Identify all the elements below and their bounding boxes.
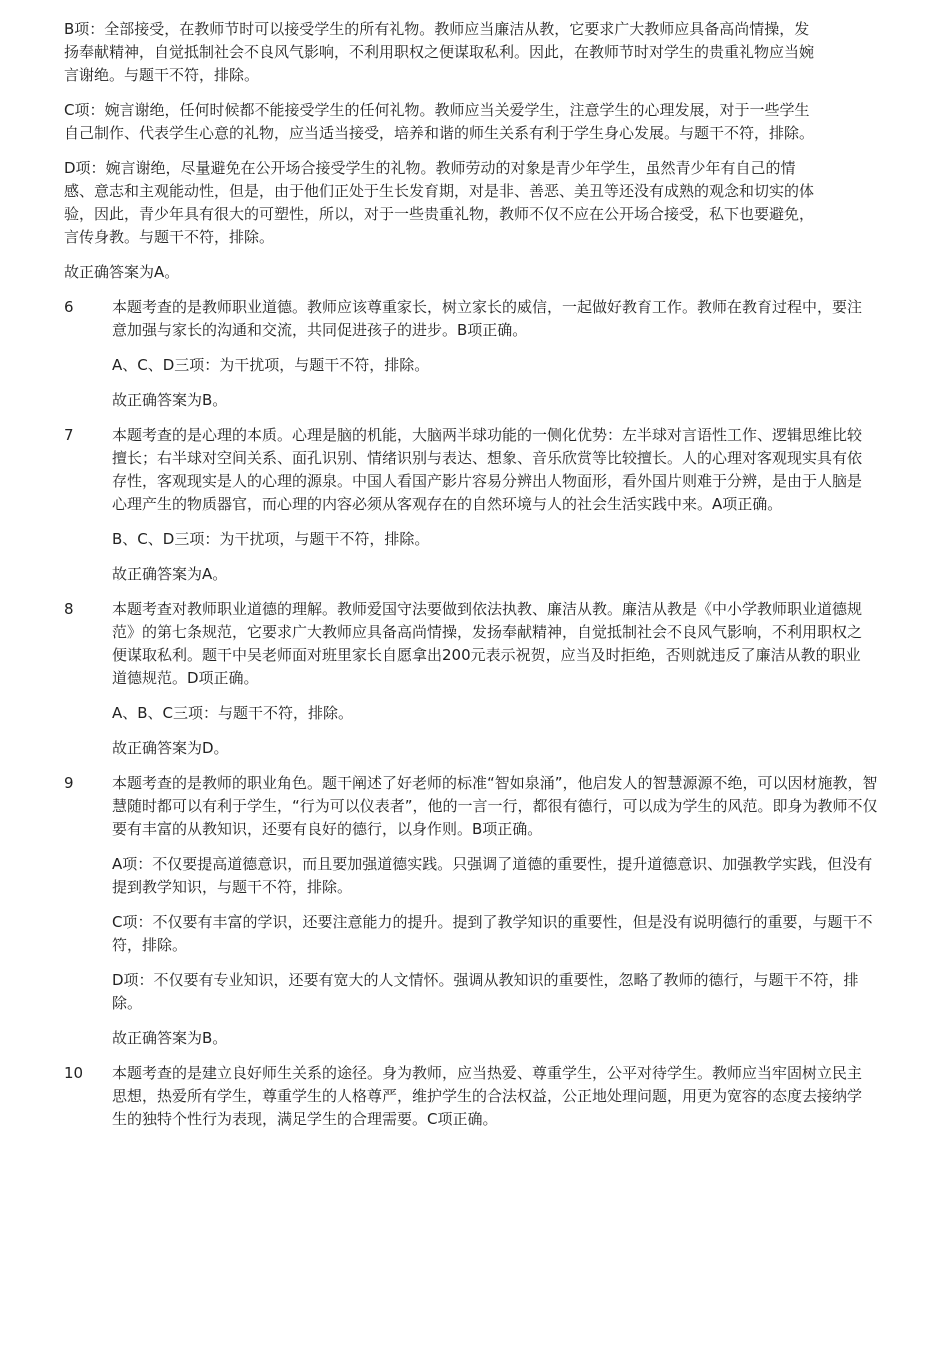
question-explanation: 本题考查的是教师职业道德。教师应该尊重家长，树立家长的威信，一起做好教育工作。教师在教育过程中，要注意加强与家长的沟通和交流，共同促进孩子的进步。B项正确。 [112,298,863,339]
question-10 [64,1062,880,1131]
question-7 [64,424,880,516]
question-number: 10 [64,1064,84,1082]
question-explanation: 本题考查的是教师的职业角色。题干阐述了好老师的标准“智如泉涌”，他启发人的智慧源源不绝，可以因材施教，智慧随时都可以有利于学生，“行为可以仪表者”，他的一言一行，都很有德行，可以成为学生的风范。即身为教师不仅要有丰富的从教知识，还要有良好的德行，以身作则。B项正确。 [112,774,878,838]
correct-answer: 故正确答案为B。 [112,1029,228,1047]
question-number: 9 [64,774,74,792]
other-options-explanation: A、C、D三项：为干扰项，与题干不符，排除。 [112,356,430,374]
question-explanation: 本题考查的是心理的本质。心理是脑的机能，大脑两半球功能的一侧化优势：左半球对言语性工作、逻辑思维比较擅长；右半球对空间关系、面孔识别、情绪识别与表达、想象、音乐欣赏等比较擅长。人的心理对客观现实具有依存性，客观现实是人的心理的源泉。中国人看国产影片容易分辨出人物面形，看外国片则难于分辨，是由于人脑是心理产生的物质器官，而心理的内容必须从客观存在的自然环境与人的社会生活实践中来。A项正确。 [112,426,863,513]
question-number: 8 [64,600,74,618]
correct-answer: 故正确答案为A。 [112,565,228,583]
option-b-explanation: B项：全部接受，在教师节时可以接受学生的所有礼物。教师应当廉洁从教，它要求广大教师应具备高尚情操，发扬奉献精神，自觉抵制社会不良风气影响，不利用职权之便谋取私利。因此，在教师节时对学生的贵重礼物应当婉言谢绝。与题干不符，排除。 [64,20,815,84]
correct-answer: 故正确答案为B。 [112,391,228,409]
other-options-explanation: B、C、D三项：为干扰项，与题干不符，排除。 [112,530,430,548]
option-d-explanation: D项：不仅要有专业知识，还要有宽大的人文情怀。强调从教知识的重要性，忽略了教师的德行，与题干不符，排除。 [112,971,859,1012]
question-8 [64,598,880,690]
option-c-explanation: C项：婉言谢绝，任何时候都不能接受学生的任何礼物。教师应当关爱学生，注意学生的心理发展，对于一些学生自己制作、代表学生心意的礼物，应当适当接受，培养和谐的师生关系有利于学生身心发展。与题干不符，排除。 [64,101,815,142]
question-9 [64,772,880,841]
option-c-explanation: C项：不仅要有丰富的学识，还要注意能力的提升。提到了教学知识的重要性，但是没有说明德行的重要，与题干不符，排除。 [112,913,873,954]
question-number: 7 [64,426,74,444]
question-explanation: 本题考查对教师职业道德的理解。教师爱国守法要做到依法执教、廉洁从教。廉洁从教是《中小学教师职业道德规范》的第七条规范，它要求广大教师应具备高尚情操，发扬奉献精神，自觉抵制社会不良风气影响，不利用职权之便谋取私利。题干中吴老师面对班里家长自愿拿出200元表示祝贺，应当及时拒绝，否则就违反了廉洁从教的职业道德规范。D项正确。 [112,600,863,687]
option-d-explanation: D项：婉言谢绝，尽量避免在公开场合接受学生的礼物。教师劳动的对象是青少年学生，虽然青少年有自己的情感、意志和主观能动性，但是，由于他们正处于生长发育期，对是非、善恶、美丑等还没有成熟的观念和切实的体验，因此，青少年具有很大的可塑性，所以，对于一些贵重礼物，教师不仅不应在公开场合接受，私下也要避免，言传身教。与题干不符，排除。 [64,159,815,246]
question-explanation: 本题考查的是建立良好师生关系的途径。身为教师，应当热爱、尊重学生，公平对待学生。教师应当牢固树立民主思想，热爱所有学生，尊重学生的人格尊严，维护学生的合法权益，公正地处理问题，用更为宽容的态度去接纳学生的独特个性行为表现，满足学生的合理需要。C项正确。 [112,1064,863,1128]
correct-answer: 故正确答案为A。 [64,263,180,281]
other-options-explanation: A、B、C三项：与题干不符，排除。 [112,704,354,722]
correct-answer: 故正确答案为D。 [112,739,229,757]
question-number: 6 [64,298,74,316]
question-6 [64,296,880,342]
option-a-explanation: A项：不仅要提高道德意识，而且要加强道德实践。只强调了道德的重要性，提升道德意识、加强教学实践，但没有提到教学知识，与题干不符，排除。 [112,855,873,896]
